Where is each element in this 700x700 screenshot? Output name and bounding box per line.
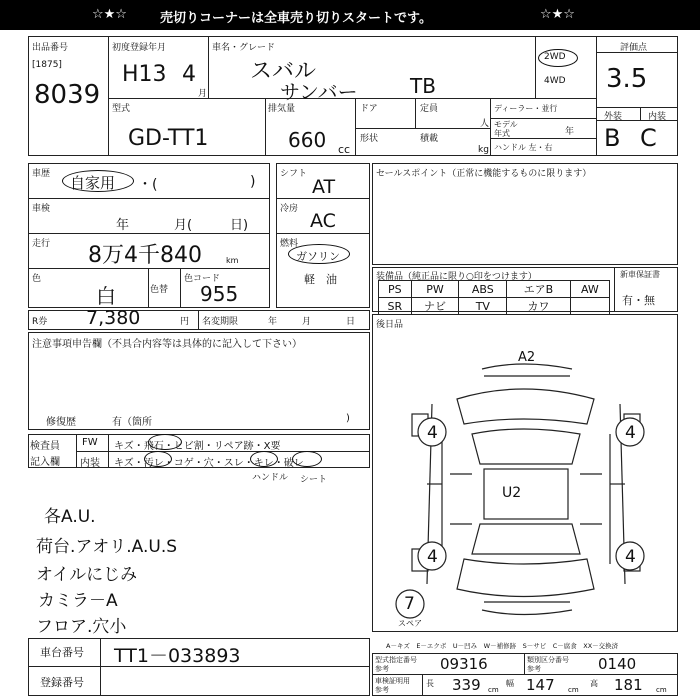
interior-check-label: 内装 [80,458,100,469]
height-label: 高 [590,679,598,688]
rear-seat-label: 後日品 [376,320,404,330]
equipment-cell: PW [411,281,459,298]
length-value: 339 [452,676,481,694]
inspector-label: 検査員 [30,441,60,452]
fuel-alt: 軽 油 [304,273,337,286]
repair-value: 有（箇所 [112,417,152,428]
banner-stars-right: ☆★☆ [540,7,575,22]
inspection-year: 年 [116,218,130,233]
handle-label: ハンドル 左・右 [494,143,553,152]
banner-title: 売切りコーナーは全車売り切りスタートです。 [160,11,432,26]
width-value: 147 [526,676,555,694]
color-change-label: 色替 [150,285,169,295]
ac-label: 冷房 [280,204,299,214]
mileage-value: 8万4千840 [88,243,202,268]
car-make: スバル [250,59,317,84]
hand-note-3: オイルにじみ [36,565,138,585]
displacement-label: 排気量 [268,104,296,114]
type-number-label: 型式指定番号 [375,656,417,664]
equipment-cell: ABS [459,281,507,298]
first-reg-label: 初度登録年月 [112,43,167,53]
dealer-label: ディーラー・並行 [494,104,558,113]
door-label: ドア [360,104,378,114]
int-dirt-circle [144,451,172,467]
interior-label: 内装 [648,112,667,122]
diagram-center-mark: U2 [502,485,522,501]
class-number-ref: 参考 [527,665,541,673]
type-number-value: 09316 [440,655,488,673]
equipment-cell: PS [379,281,412,298]
first-reg-month-unit: 月 [198,89,208,99]
transfer-label: 名変期限 [202,317,239,327]
fuel-value: ガソリン [296,250,340,263]
equipment-cell: ナビ [411,298,459,315]
repair-close: ) [346,413,350,424]
recycle-label: R券 [32,317,48,327]
capacity-label: 定員 [420,104,439,114]
history-label: 車歴 [32,169,51,179]
diagram-top-mark: A2 [518,350,536,365]
equipment-cell: SR [379,298,412,315]
note-seat: シート [300,475,328,485]
wheel-rear-right: 4 [625,547,636,567]
first-reg-year: H13 [122,62,167,87]
hand-note-1: 各A.U. [44,507,96,527]
fuel-label: 燃料 [280,239,299,249]
drive-4wd: 4WD [544,76,566,86]
inspection-month: 月( [174,218,193,233]
inspector-entry-label: 記入欄 [30,457,60,468]
lot-number: 8039 [34,80,101,110]
shift-value: AT [312,176,336,198]
color-code-label: 色コード [184,274,221,284]
cert-label: 車検証明用 [375,677,410,685]
width-label: 幅 [506,679,514,688]
transfer-year: 年 [268,317,278,327]
ac-value: AC [310,210,336,232]
exterior-grade: B [604,124,621,152]
load-label: 積載 [420,134,439,144]
equipment-cell: AW [570,281,609,298]
width-unit: cm [568,686,579,694]
load-unit: kg [478,145,489,155]
equipment-cell: エアB [507,281,571,298]
wheel-rear-left: 4 [427,547,438,567]
class-number-label: 類別区分番号 [527,656,569,664]
first-reg-month: 4 [182,62,196,87]
hand-note-5: フロア.穴小 [36,617,127,637]
notes-label: 注意事項申告欄（不具合内容等は具体的に記入して下さい） [32,339,302,350]
banner-stars-left: ☆★☆ [92,7,127,22]
history-value: 自家用 [70,174,116,192]
spare-label: スペア [398,619,422,628]
car-model: サンバー [280,80,358,104]
hand-note-4: カミラ－A [38,591,118,611]
model-code-label: 型式 [112,104,131,114]
inspection-day: 日) [230,218,249,233]
spare-value: 7 [404,594,415,614]
height-unit: cm [656,686,667,694]
int-tear-circle [292,451,322,467]
mileage-label: 走行 [32,239,51,249]
repair-label: 修復歴 [46,417,76,428]
exterior-label: 外装 [604,112,623,122]
fw-chip-circle [148,434,182,450]
mileage-unit: km [226,256,239,265]
equipment-cell [570,298,609,315]
shift-label: シフト [280,169,308,179]
color-label: 色 [32,274,42,284]
score-value: 3.5 [606,64,648,94]
model-year-label: モデル [494,120,518,129]
new-warranty-value: 有・無 [622,294,655,307]
drive-2wd: 2WD [544,52,566,62]
interior-items: キズ・汚レ・コゲ・穴・スレ・キレ・破レ [114,458,304,469]
interior-grade: C [640,124,657,152]
year-label: 年式 [494,129,510,138]
fw-label: FW [82,437,98,448]
displacement-unit: cc [338,143,351,156]
damage-legend: A－キズ E－エクボ U－凹み W－補修跡 S－サビ C－腐食 XX－交換済 [386,642,619,650]
inspection-label: 車検 [32,204,51,214]
wheel-front-right: 4 [625,423,636,443]
transfer-day: 日 [346,317,356,327]
history-close: ) [250,174,256,190]
recycle-value: 7,380 [86,307,141,329]
registration-label: 登録番号 [40,676,84,689]
lot-sub: [1875] [32,60,62,70]
class-number-value: 0140 [598,655,637,673]
score-label: 評価点 [620,43,648,53]
color-value: 白 [96,284,116,308]
length-label: 長 [426,679,434,688]
header-banner [0,0,700,30]
car-name-label: 車名・グレード [212,43,276,53]
color-code-value: 955 [200,282,239,306]
chassis-label: 車台番号 [40,646,84,659]
year-unit: 年 [565,127,575,137]
transfer-month: 月 [302,317,312,327]
history-tail: ・( [138,177,158,193]
equipment-cell: カワ [507,298,571,315]
note-handle: ハンドル [252,473,289,483]
shape-label: 形状 [360,134,379,144]
chassis-value: TT1－033893 [114,645,241,667]
displacement-value: 660 [288,128,327,152]
sales-point-label: セールスポイント（正常に機能するものに限ります） [376,169,592,179]
recycle-frame [28,310,370,330]
model-code-value: GD-TT1 [128,126,209,151]
equipment-label: 装備品（純正品に限り○印をつけます） [376,272,537,282]
lot-label: 出品番号 [32,43,69,53]
recycle-unit: 円 [180,317,190,327]
capacity-unit: 人 [480,119,490,129]
equipment-cell: TV [459,298,507,315]
type-number-ref: 参考 [375,665,389,673]
new-warranty-label: 新車保証書 [620,270,660,279]
equipment-table [378,280,610,315]
car-grade: TB [410,74,436,98]
cert-ref: 参考 [375,686,389,694]
length-unit: cm [488,686,499,694]
hand-note-2: 荷台.アオリ.A.U.S [36,537,178,557]
int-wear-circle [250,451,278,467]
height-value: 181 [614,676,643,694]
wheel-front-left: 4 [427,423,438,443]
fw-items: キズ・飛石・ヒビ割・リペア跡・X要 [114,441,281,452]
